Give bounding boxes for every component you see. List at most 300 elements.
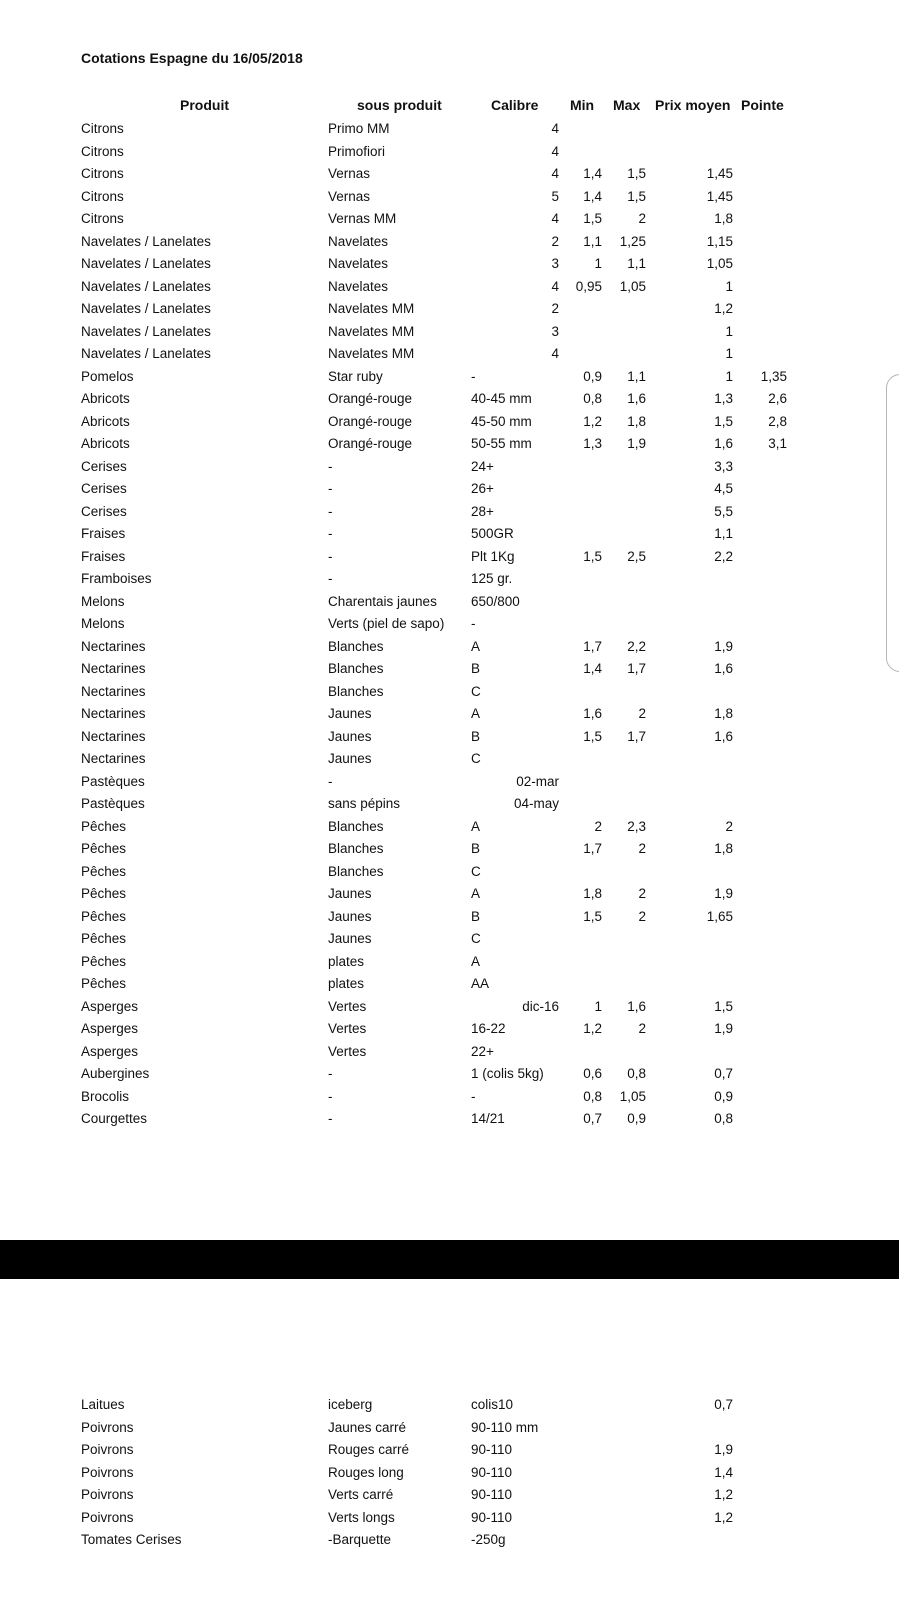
table-row [0, 838, 899, 861]
cell-sous-produit: Orangé-rouge [328, 413, 413, 429]
cell-max: 2 [638, 908, 646, 924]
cell-calibre: 90-110 [471, 1442, 513, 1457]
cell-sous-produit: Jaunes [328, 931, 372, 946]
cell-sous-produit: Vernas [328, 188, 371, 204]
cell-prix-moyen: 1,45 [706, 188, 733, 204]
cell-produit: Pêches [81, 863, 127, 879]
cell-produit: Asperges [81, 1021, 139, 1036]
cell-calibre: 650/800 [471, 593, 520, 609]
header-max: Max [613, 97, 641, 113]
cell-sous-produit: Primo MM [328, 121, 390, 136]
cell-calibre-num: 3 [551, 256, 559, 271]
table-row [0, 906, 899, 929]
table-row [0, 951, 899, 974]
cell-min: 1,5 [583, 548, 602, 564]
cell-sous-produit: Navelates [328, 233, 389, 249]
table-row [0, 1394, 899, 1417]
cell-sous-produit: Blanches [328, 661, 384, 676]
table-row [0, 861, 899, 884]
cell-calibre-num: dic-16 [522, 998, 559, 1014]
cell-prix-moyen: 1,05 [706, 256, 733, 271]
cell-calibre: 16-22 [471, 1021, 506, 1036]
cell-calibre: 24+ [471, 458, 494, 474]
cell-calibre-num: 02-mar [516, 773, 559, 789]
cell-max: 2 [638, 211, 646, 226]
cell-sous-produit: - [328, 458, 333, 474]
cell-prix-moyen: 0,7 [714, 1397, 733, 1412]
cell-calibre: 90-110 mm [471, 1419, 539, 1435]
cell-produit: Poivrons [81, 1464, 134, 1480]
cell-max: 1,8 [627, 413, 646, 429]
cell-calibre: 22+ [471, 1043, 494, 1059]
cell-prix-moyen: 1,6 [714, 436, 733, 451]
cell-produit: Navelates / Lanelates [81, 256, 211, 271]
header-sous-produit: sous produit [357, 97, 442, 113]
cell-produit: Pomelos [81, 368, 134, 384]
header-min: Min [570, 97, 595, 113]
table-row [0, 928, 899, 951]
cell-max: 0,8 [627, 1066, 646, 1081]
cell-produit: Citrons [81, 166, 124, 181]
cell-prix-moyen: 1,2 [714, 1509, 733, 1525]
table-row [0, 276, 899, 299]
table-row [0, 748, 899, 771]
cell-calibre-num: 3 [551, 323, 559, 339]
cell-min: 0,6 [583, 1066, 602, 1081]
cell-sous-produit: Jaunes [328, 908, 372, 924]
cell-sous-produit: - [328, 1088, 333, 1104]
cell-produit: Navelates / Lanelates [81, 278, 211, 294]
cell-min: 1,1 [583, 233, 602, 249]
cell-prix-moyen: 1,6 [714, 728, 733, 744]
cell-max: 1,5 [627, 166, 646, 181]
table-row [0, 411, 899, 434]
cell-produit: Citrons [81, 188, 124, 204]
cell-produit: Nectarines [81, 683, 146, 699]
cell-max: 0,9 [627, 1111, 646, 1126]
cell-produit: Cerises [81, 458, 127, 474]
cell-pointe: 1,35 [760, 368, 787, 384]
cell-calibre: AA [471, 976, 490, 991]
cell-produit: Fraises [81, 548, 126, 564]
cell-sous-produit: Navelates MM [328, 346, 415, 361]
table-row [0, 546, 899, 569]
cell-sous-produit: Navelates MM [328, 301, 415, 316]
cell-produit: Nectarines [81, 638, 146, 654]
cell-calibre: C [471, 683, 481, 699]
table-row [0, 253, 899, 276]
cell-calibre-num: 4 [551, 211, 559, 226]
cell-min: 0,9 [583, 368, 602, 384]
cell-calibre-num: 4 [551, 166, 559, 181]
cell-sous-produit: Verts carré [328, 1487, 394, 1502]
price-table [0, 118, 899, 1131]
cell-prix-moyen: 0,8 [714, 1111, 733, 1126]
cell-prix-moyen: 2,2 [714, 548, 733, 564]
cell-produit: Asperges [81, 998, 139, 1014]
cell-calibre: colis10 [471, 1397, 514, 1412]
cell-produit: Courgettes [81, 1111, 148, 1126]
cell-min: 0,8 [583, 1088, 602, 1104]
cell-max: 2 [638, 1021, 646, 1036]
cell-produit: Abricots [81, 436, 130, 451]
cell-calibre: 90-110 [471, 1509, 513, 1525]
cell-sous-produit: - [328, 526, 333, 541]
cell-produit: Citrons [81, 143, 124, 159]
cell-prix-moyen: 1,6 [714, 661, 733, 676]
table-row [0, 726, 899, 749]
table-row [0, 658, 899, 681]
table-row [0, 118, 899, 141]
cell-produit: Nectarines [81, 728, 146, 744]
cell-max: 2 [638, 886, 646, 901]
cell-min: 1,4 [583, 188, 602, 204]
cell-sous-produit: - [328, 571, 333, 586]
table-row [0, 321, 899, 344]
cell-sous-produit: Jaunes [328, 751, 372, 766]
cell-calibre: C [471, 931, 481, 946]
cell-min: 1 [594, 256, 602, 271]
cell-produit: Tomates Cerises [81, 1532, 182, 1547]
cell-produit: Navelates / Lanelates [81, 323, 211, 339]
cell-calibre: - [471, 616, 476, 631]
cell-produit: Nectarines [81, 661, 146, 676]
cell-produit: Framboises [81, 571, 152, 586]
cell-max: 1,9 [627, 436, 646, 451]
side-panel-handle[interactable] [886, 374, 899, 672]
cell-calibre: - [471, 1088, 476, 1104]
cell-prix-moyen: 1,9 [714, 1442, 733, 1457]
cell-calibre: 14/21 [471, 1111, 505, 1126]
cell-produit: Fraises [81, 526, 126, 541]
cell-prix-moyen: 1,8 [714, 211, 733, 226]
cell-sous-produit: -Barquette [328, 1532, 392, 1547]
cell-min: 1,5 [583, 211, 602, 226]
cell-sous-produit: Vertes [328, 1043, 367, 1059]
cell-produit: Poivrons [81, 1419, 134, 1435]
cell-min: 1,2 [583, 413, 602, 429]
table-row [0, 1041, 899, 1064]
cell-prix-moyen: 1,3 [714, 391, 733, 406]
cell-produit: Melons [81, 593, 125, 609]
cell-max: 1,05 [619, 278, 646, 294]
table-row [0, 1439, 899, 1462]
cell-max: 2,5 [627, 548, 646, 564]
table-row [0, 1063, 899, 1086]
cell-calibre: 40-45 mm [471, 391, 532, 406]
cell-min: 0,8 [583, 391, 602, 406]
cell-calibre: B [471, 728, 481, 744]
cell-calibre-num: 2 [551, 233, 559, 249]
cell-min: 1,8 [583, 886, 602, 901]
cell-min: 0,95 [575, 278, 602, 294]
cell-produit: Citrons [81, 121, 124, 136]
cell-prix-moyen: 1 [725, 278, 733, 294]
table-row [0, 1462, 899, 1485]
table-row [0, 636, 899, 659]
cell-min: 1,5 [583, 728, 602, 744]
table-row [0, 456, 899, 479]
cell-max: 2 [638, 706, 646, 721]
cell-produit: Pêches [81, 931, 127, 946]
cell-max: 1,6 [627, 998, 646, 1014]
cell-calibre: A [471, 638, 481, 654]
cell-produit: Brocolis [81, 1088, 130, 1104]
cell-produit: Pêches [81, 953, 127, 969]
cell-calibre: B [471, 908, 481, 924]
page-title: Cotations Espagne du 16/05/2018 [81, 50, 303, 66]
cell-calibre-num: 2 [551, 301, 559, 316]
cell-calibre: 125 gr. [471, 571, 513, 586]
table-row [0, 1417, 899, 1440]
table-row [0, 883, 899, 906]
cell-sous-produit: Star ruby [328, 368, 383, 384]
cell-calibre: 45-50 mm [471, 413, 532, 429]
cell-calibre-num: 04-may [513, 796, 559, 811]
cell-calibre: C [471, 863, 481, 879]
cell-calibre-num: 5 [551, 188, 559, 204]
cell-produit: Navelates / Lanelates [81, 233, 211, 249]
table-row [0, 208, 899, 231]
cell-calibre: A [471, 706, 481, 721]
cell-sous-produit: Orangé-rouge [328, 436, 413, 451]
cell-calibre: 26+ [471, 481, 494, 496]
cell-produit: Pêches [81, 886, 127, 901]
cell-sous-produit: Blanches [328, 841, 384, 856]
cell-max: 1,25 [619, 233, 646, 249]
cell-produit: Asperges [81, 1043, 139, 1059]
cell-max: 1,7 [627, 728, 646, 744]
table-row [0, 681, 899, 704]
cell-prix-moyen: 1,2 [714, 301, 733, 316]
price-table-page-2 [0, 1394, 899, 1552]
cell-produit: Poivrons [81, 1487, 134, 1502]
table-row [0, 1018, 899, 1041]
cell-sous-produit: - [328, 503, 333, 519]
cell-calibre: B [471, 841, 481, 856]
cell-sous-produit: - [328, 1111, 333, 1126]
cell-prix-moyen: 1,2 [714, 1487, 733, 1502]
table-row [0, 298, 899, 321]
cell-prix-moyen: 3,3 [714, 458, 733, 474]
cell-calibre: 50-55 mm [471, 436, 532, 451]
cell-calibre: C [471, 751, 481, 766]
cell-produit: Melons [81, 616, 125, 631]
table-row [0, 163, 899, 186]
cell-sous-produit: Navelates MM [328, 323, 415, 339]
cell-calibre-num: 4 [551, 143, 559, 159]
cell-sous-produit: Navelates [328, 256, 389, 271]
cell-sous-produit: - [328, 481, 333, 496]
cell-calibre: A [471, 818, 481, 834]
cell-prix-moyen: 1,65 [706, 908, 733, 924]
cell-sous-produit: Vertes [328, 998, 367, 1014]
table-row [0, 1507, 899, 1530]
cell-sous-produit: Charentais jaunes [328, 593, 437, 609]
cell-produit: Abricots [81, 413, 130, 429]
cell-max: 1,6 [627, 391, 646, 406]
cell-produit: Cerises [81, 503, 127, 519]
header-pointe: Pointe [741, 97, 784, 113]
table-row [0, 343, 899, 366]
cell-produit: Abricots [81, 391, 130, 406]
cell-prix-moyen: 4,5 [714, 481, 733, 496]
cell-pointe: 3,1 [768, 436, 787, 451]
header-produit: Produit [180, 97, 229, 113]
cell-prix-moyen: 1,5 [714, 413, 733, 429]
cell-produit: Cerises [81, 481, 127, 496]
cell-calibre: Plt 1Kg [471, 548, 515, 564]
cell-sous-produit: sans pépins [328, 796, 401, 811]
cell-min: 1 [594, 998, 602, 1014]
cell-prix-moyen: 1,9 [714, 638, 733, 654]
cell-sous-produit: Blanches [328, 683, 384, 699]
cell-produit: Pêches [81, 976, 127, 991]
cell-calibre: - [471, 368, 476, 384]
cell-max: 1,1 [627, 256, 646, 271]
cell-prix-moyen: 1 [725, 368, 733, 384]
cell-prix-moyen: 1,45 [706, 166, 733, 181]
table-row [0, 793, 899, 816]
cell-sous-produit: Jaunes carré [328, 1419, 407, 1435]
table-row [0, 433, 899, 456]
table-row [0, 1108, 899, 1131]
cell-prix-moyen: 0,7 [714, 1066, 733, 1081]
cell-calibre: B [471, 661, 481, 676]
table-row [0, 703, 899, 726]
cell-sous-produit: Orangé-rouge [328, 391, 413, 406]
table-row [0, 523, 899, 546]
table-row [0, 231, 899, 254]
cell-pointe: 2,6 [768, 391, 787, 406]
cell-produit: Pastèques [81, 773, 145, 789]
cell-prix-moyen: 1,9 [714, 886, 733, 901]
cell-produit: Navelates / Lanelates [81, 301, 211, 316]
cell-calibre: 90-110 [471, 1464, 513, 1480]
cell-sous-produit: Blanches [328, 638, 384, 654]
cell-produit: Pêches [81, 818, 127, 834]
cell-prix-moyen: 1,4 [714, 1464, 733, 1480]
table-row [0, 973, 899, 996]
cell-produit: Pastèques [81, 796, 145, 811]
cell-min: 0,7 [583, 1111, 602, 1126]
cell-prix-moyen: 1,15 [706, 233, 733, 249]
cell-min: 1,3 [583, 436, 602, 451]
table-row [0, 478, 899, 501]
cell-min: 1,5 [583, 908, 602, 924]
cell-calibre-num: 4 [551, 278, 559, 294]
cell-sous-produit: plates [328, 953, 365, 969]
cell-sous-produit: Jaunes [328, 886, 372, 901]
cell-max: 2 [638, 841, 646, 856]
cell-sous-produit: Primofiori [328, 143, 386, 159]
cell-max: 1,7 [627, 661, 646, 676]
cell-sous-produit: Rouges long [328, 1464, 404, 1480]
cell-calibre-num: 4 [551, 346, 559, 361]
cell-min: 1,7 [583, 638, 602, 654]
cell-max: 1,1 [627, 368, 646, 384]
cell-calibre: A [471, 886, 481, 901]
cell-sous-produit: Vertes [328, 1021, 367, 1036]
table-row [0, 1484, 899, 1507]
cell-produit: Nectarines [81, 706, 146, 721]
table-row [0, 501, 899, 524]
cell-prix-moyen: 1,5 [714, 998, 733, 1014]
cell-calibre: 28+ [471, 503, 494, 519]
cell-produit: Pêches [81, 908, 127, 924]
cell-sous-produit: iceberg [328, 1397, 373, 1412]
cell-sous-produit: - [328, 773, 333, 789]
table-row [0, 816, 899, 839]
cell-produit: Citrons [81, 211, 124, 226]
cell-sous-produit: Jaunes [328, 706, 372, 721]
cell-prix-moyen: 1,8 [714, 841, 733, 856]
cell-prix-moyen: 1 [725, 323, 733, 339]
cell-produit: Navelates / Lanelates [81, 346, 211, 361]
cell-prix-moyen: 2 [725, 818, 733, 834]
table-row [0, 771, 899, 794]
cell-produit: Laitues [81, 1397, 125, 1412]
cell-sous-produit: Verts longs [328, 1509, 395, 1525]
table-row [0, 1529, 899, 1552]
table-row [0, 591, 899, 614]
page-break-bar [0, 1240, 899, 1279]
cell-sous-produit: Jaunes [328, 728, 372, 744]
cell-sous-produit: - [328, 1066, 333, 1081]
cell-prix-moyen: 0,9 [714, 1088, 733, 1104]
cell-sous-produit: Navelates [328, 278, 389, 294]
cell-calibre: 500GR [471, 526, 514, 541]
cell-produit: Pêches [81, 841, 127, 856]
cell-min: 1,7 [583, 841, 602, 856]
cell-max: 2,2 [627, 638, 646, 654]
cell-prix-moyen: 1,1 [714, 526, 733, 541]
table-row [0, 996, 899, 1019]
cell-produit: Poivrons [81, 1509, 134, 1525]
cell-prix-moyen: 1,9 [714, 1021, 733, 1036]
cell-max: 2,3 [627, 818, 646, 834]
cell-calibre-num: 4 [551, 121, 559, 136]
cell-produit: Aubergines [81, 1066, 150, 1081]
cell-calibre: A [471, 953, 481, 969]
table-row [0, 613, 899, 636]
cell-prix-moyen: 1,8 [714, 706, 733, 721]
cell-min: 1,6 [583, 706, 602, 721]
cell-sous-produit: Blanches [328, 818, 384, 834]
cell-sous-produit: plates [328, 976, 365, 991]
table-row [0, 1086, 899, 1109]
cell-produit: Poivrons [81, 1442, 134, 1457]
table-row [0, 568, 899, 591]
cell-calibre: 1 (colis 5kg) [471, 1066, 544, 1081]
cell-prix-moyen: 1 [725, 346, 733, 361]
cell-sous-produit: Vernas MM [328, 211, 397, 226]
cell-pointe: 2,8 [768, 413, 787, 429]
cell-min: 1,4 [583, 166, 602, 181]
cell-min: 1,2 [583, 1021, 602, 1036]
cell-sous-produit: Vernas [328, 166, 371, 181]
table-row [0, 366, 899, 389]
table-row [0, 141, 899, 164]
cell-min: 1,4 [583, 661, 602, 676]
header-calibre: Calibre [491, 97, 539, 113]
header-prix-moyen: Prix moyen [655, 97, 731, 113]
cell-min: 2 [594, 818, 602, 834]
cell-sous-produit: Rouges carré [328, 1442, 410, 1457]
cell-produit: Nectarines [81, 751, 146, 766]
cell-prix-moyen: 5,5 [714, 503, 733, 519]
cell-sous-produit: Verts (piel de sapo) [328, 616, 445, 631]
